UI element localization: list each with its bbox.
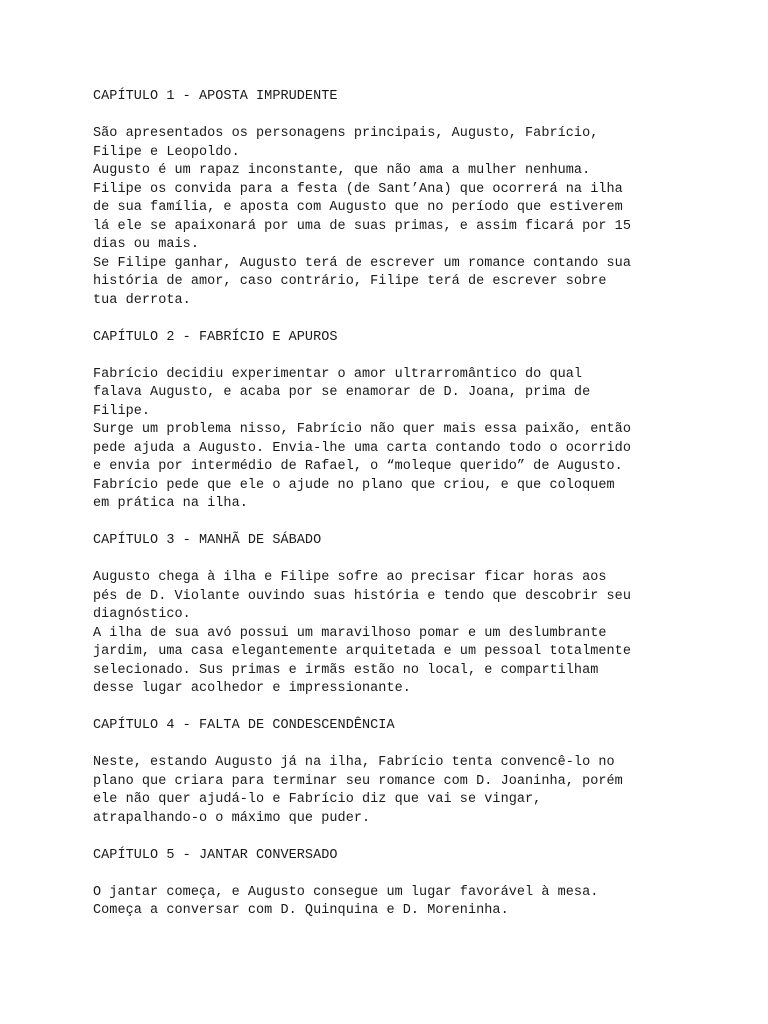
- text-line: Surge um problema nisso, Fabrício não quer mais essa paixão, então: [93, 422, 631, 437]
- text-line: jardim, uma casa elegantemente arquitetada e um pessoal totalmente: [93, 644, 631, 659]
- text-line: Augusto é um rapaz inconstante, que não ama a mulher nenhuma.: [93, 163, 591, 178]
- chapter-heading: CAPÍTULO 1 - APOSTA IMPRUDENTE: [93, 89, 338, 104]
- chapter-heading: CAPÍTULO 2 - FABRÍCIO E APUROS: [93, 329, 338, 345]
- text-line: Augusto chega à ilha e Filipe sofre ao precisar ficar horas aos: [93, 570, 607, 585]
- text-line: pede ajuda a Augusto. Envia-lhe uma carta contando todo o ocorrido: [93, 440, 631, 456]
- chapter-heading: CAPÍTULO 3 - MANHÃ DE SÁBADO: [93, 533, 322, 548]
- text-line: Filipe.: [93, 403, 151, 419]
- text-line: tua derrota.: [93, 292, 191, 308]
- text-line: atrapalhando-o o máximo que puder.: [93, 810, 371, 826]
- text-line: Fabrício pede que ele o ajude no plano que criou, e que coloquem: [93, 477, 615, 493]
- text-line: lá ele se apaixonará por uma de suas primas, e assim ficará por 15: [93, 218, 631, 234]
- chapter-heading: CAPÍTULO 5 - JANTAR CONVERSADO: [93, 847, 338, 863]
- chapter-text: [93, 366, 693, 514]
- text-line: e envia por intermédio de Rafael, o “moleque querido” de Augusto.: [93, 459, 623, 474]
- text-line: em prática na ilha.: [93, 496, 248, 511]
- document-body: [93, 88, 693, 939]
- chapter-4: [93, 717, 693, 828]
- chapter-text: [93, 884, 693, 921]
- text-line: selecionado. Sus primas e irmãs estão no local, e compartilham: [93, 662, 599, 678]
- text-line: Fabrício decidiu experimentar o amor ultrarromântico do qual: [93, 366, 583, 382]
- chapter-text: [93, 125, 693, 310]
- chapter-text: [93, 569, 693, 699]
- text-line: São apresentados os personagens principais, Augusto, Fabrício,: [93, 126, 599, 141]
- text-line: Filipe os convida para a festa (de Sant’Ana) que ocorrerá na ilha: [93, 181, 623, 197]
- text-line: Se Filipe ganhar, Augusto terá de escrever um romance contando sua: [93, 255, 631, 271]
- chapter-heading: CAPÍTULO 4 - FALTA DE CONDESCENDÊNCIA: [93, 718, 395, 733]
- text-line: Começa a conversar com D. Quinquina e D. Moreninha.: [93, 903, 509, 918]
- text-line: ele não quer ajudá-lo e Fabrício diz que vai se vingar,: [93, 792, 542, 807]
- chapter-1: [93, 88, 693, 310]
- chapter-5: [93, 847, 693, 921]
- text-line: dias ou mais.: [93, 237, 199, 252]
- text-line: Filipe e Leopoldo.: [93, 144, 240, 160]
- text-line: de sua família, e aposta com Augusto que no período que estiverem: [93, 200, 623, 215]
- chapter-2: [93, 329, 693, 514]
- text-line: Neste, estando Augusto já na ilha, Fabrício tenta convencê-lo no: [93, 755, 615, 770]
- text-line: diagnóstico.: [93, 607, 191, 622]
- text-line: O jantar começa, e Augusto consegue um lugar favorável à mesa.: [93, 884, 599, 900]
- text-line: pés de D. Violante ouvindo suas história e tendo que descobrir seu: [93, 588, 631, 604]
- text-line: A ilha de sua avó possui um maravilhoso pomar e um deslumbrante: [93, 625, 607, 641]
- text-line: desse lugar acolhedor e impressionante.: [93, 681, 411, 696]
- chapter-text: [93, 754, 693, 828]
- text-line: história de amor, caso contrário, Filipe terá de escrever sobre: [93, 274, 607, 289]
- text-line: falava Augusto, e acaba por se enamorar de D. Joana, prima de: [93, 385, 591, 400]
- text-line: plano que criara para terminar seu romance com D. Joaninha, porém: [93, 773, 623, 789]
- chapter-3: [93, 532, 693, 699]
